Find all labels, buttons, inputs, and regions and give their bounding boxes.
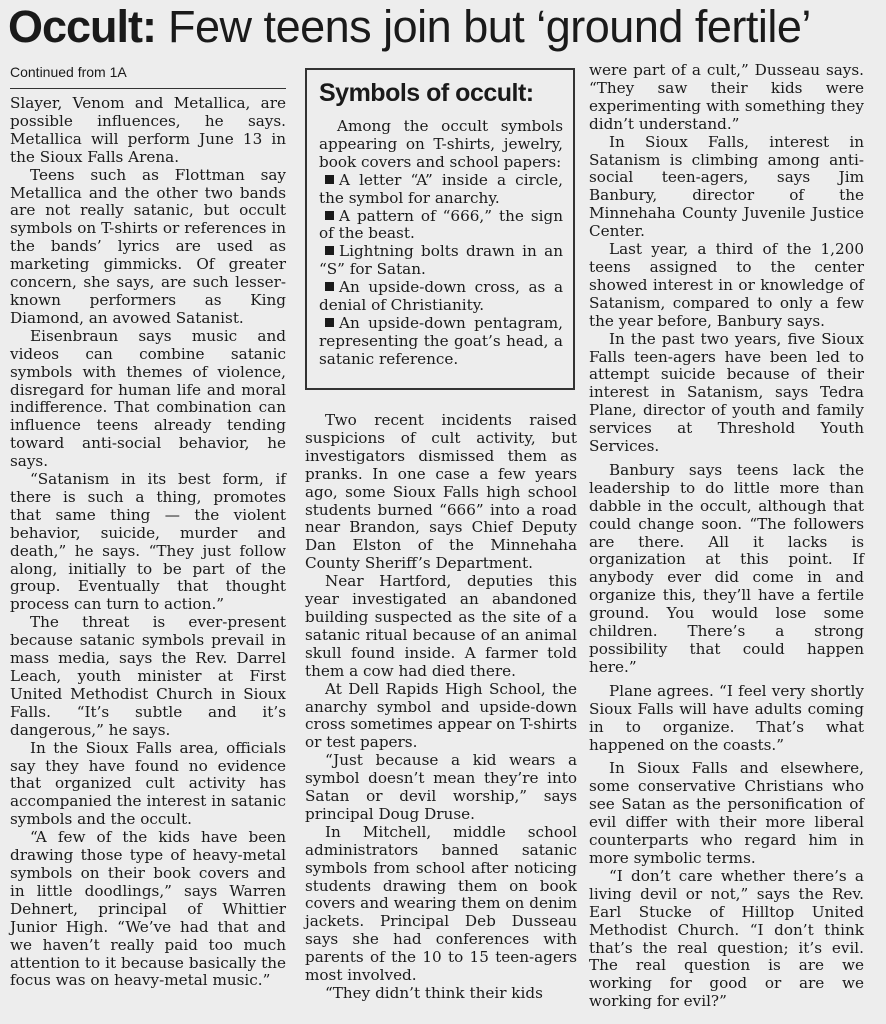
- paragraph: “Satanism in its best form, if there is such a thing, promotes that same thing — the violent behavior, suicide, murder and death,” he says. “They just follow along, initially to be part of the group. Eventually that thought process can turn to action.”: [10, 470, 286, 614]
- sidebar-item: A letter “A” inside a circle, the symbol for anarchy.: [319, 170, 563, 207]
- paragraph: Slayer, Venom and Metallica, are possible influences, he says. Metallica will perform June 13 in the Sioux Falls Arena.: [10, 94, 286, 166]
- paragraph: Banbury says teens lack the leadership to do little more than dabble in the occult, although that could change soon. “The followers are there. All it lacks is organization at this point. If anybody ever did come in and organize this, they’ll have a fertile ground. You would lose some children. There’s a strong possibility that could happen here.”: [589, 460, 864, 676]
- paragraph: “I don’t care whether there’s a living devil or not,” says the Rev. Earl Stucke of Hilltop United Methodist Church. “I don’t think that’s the real question; it’s evil. The real question is are we working for good or are we working for evil?”: [589, 866, 864, 1011]
- square-bullet-icon: [325, 175, 334, 184]
- paragraph: Two recent incidents raised suspicions of cult activity, but investigators dismissed them as pranks. In one case a few years ago, some Sioux Falls high school students burned “666” into a road near Brandon, says Chief Deputy Dan Elston of the Minnehaha County Sheriff’s Department.: [305, 411, 577, 573]
- square-bullet-icon: [325, 211, 334, 220]
- paragraph: Near Hartford, deputies this year investigated an abandoned building suspected as the site of a satanic ritual because of an animal skull found inside. A farmer told them a cow had died there.: [305, 572, 577, 680]
- paragraph: Teens such as Flottman say Metallica and the other two bands are not really satanic, but occult symbols on T-shirts or references in the bands’ lyrics are used as marketing gimmicks. Of greater concern, she says, are such lesser-known performers as King Diamond, an avowed Satanist.: [10, 165, 286, 327]
- paragraph: In Sioux Falls, interest in Satanism is climbing among anti-social teen-agers, says Jim Banbury, director of the Minnehaha County Juvenile Justice Center.: [589, 132, 864, 241]
- paragraph: Plane agrees. “I feel very shortly Sioux Falls will have adults coming in to organize. That’s what happened on the coasts.”: [589, 681, 864, 754]
- square-bullet-icon: [325, 282, 334, 291]
- paragraph: “They didn’t think their kids: [325, 984, 543, 1002]
- paragraph: In the past two years, five Sioux Falls teen-agers have been led to attempt suicide because of their interest in Satanism, says Tedra Plane, director of youth and family services at Threshold Youth Services.: [589, 329, 864, 456]
- column-rule: [10, 88, 286, 89]
- continued-line: Continued from 1A: [10, 64, 127, 80]
- sidebar-item: A pattern of “666,” the sign of the beast.: [319, 206, 563, 243]
- article-column-1: [10, 95, 286, 990]
- article-column-2: [305, 412, 577, 1003]
- paragraph: were part of a cult,” Dusseau says. “They saw their kids were experimenting with something they didn’t understand.”: [589, 61, 864, 133]
- paragraph: “Just because a kid wears a symbol doesn’t mean they’re into Satan or devil worship,” says principal Doug Druse.: [305, 751, 577, 823]
- sidebar-item: Lightning bolts drawn in an “S” for Satan.: [319, 242, 563, 279]
- sidebar-box: [305, 68, 575, 390]
- headline: [8, 0, 886, 54]
- square-bullet-icon: [325, 246, 334, 255]
- square-bullet-icon: [325, 318, 334, 327]
- paragraph: In the Sioux Falls area, officials say they have found no evidence that organized cult activity has accompanied the interest in satanic symbols and the occult.: [10, 738, 286, 829]
- paragraph: In Sioux Falls and elsewhere, some conservative Christians who see Satan as the personification of evil differ with their more liberal counterparts who regard him in more symbolic terms.: [589, 759, 864, 867]
- headline-text: Few teens join but ‘ground fertile’: [168, 1, 811, 52]
- paragraph: Eisenbraun says music and videos can combine satanic symbols with themes of violence, disregard for human life and moral indifference. That combination can influence teens already tending toward anti-social behavior, he says.: [10, 326, 286, 471]
- sidebar-intro: Among the occult symbols appearing on T-shirts, jewelry, book covers and school papers:: [319, 117, 563, 171]
- headline-kicker: Occult:: [8, 1, 157, 52]
- paragraph: At Dell Rapids High School, the anarchy symbol and upside-down cross sometimes appear on T-shirts or test papers.: [305, 679, 577, 752]
- sidebar-item: An upside-down cross, as a denial of Christianity.: [319, 278, 563, 315]
- paragraph: Last year, a third of the 1,200 teens assigned to the center showed interest in or knowledge of Satanism, compared to only a few the year before, Banbury says.: [589, 240, 864, 330]
- paragraph: The threat is ever-present because satanic symbols prevail in mass media, says the Rev. Darrel Leach, youth minister at First United Methodist Church in Sioux Falls. “It’s subtle and it’s dangerous,” he says.: [10, 613, 286, 739]
- sidebar-item: An upside-down pentagram, representing the goat’s head, a satanic reference.: [319, 313, 563, 368]
- sidebar-title: Symbols of occult:: [319, 79, 534, 107]
- article-column-3: [589, 62, 864, 1011]
- paragraph: In Mitchell, middle school administrators banned satanic symbols from school after noticing students drawing them on book covers and wearing them on denim jackets. Principal Deb Dusseau says she had conferences with parents of the 10 to 15 teen-agers most involved.: [305, 822, 577, 985]
- paragraph: “A few of the kids have been drawing those type of heavy-metal symbols on their book covers and in little doodlings,” says Warren Dehnert, principal of Whittier Junior High. “We’ve had that and we haven’t really paid too much attention to it because basically the focus was on heavy-metal music.”: [10, 828, 286, 990]
